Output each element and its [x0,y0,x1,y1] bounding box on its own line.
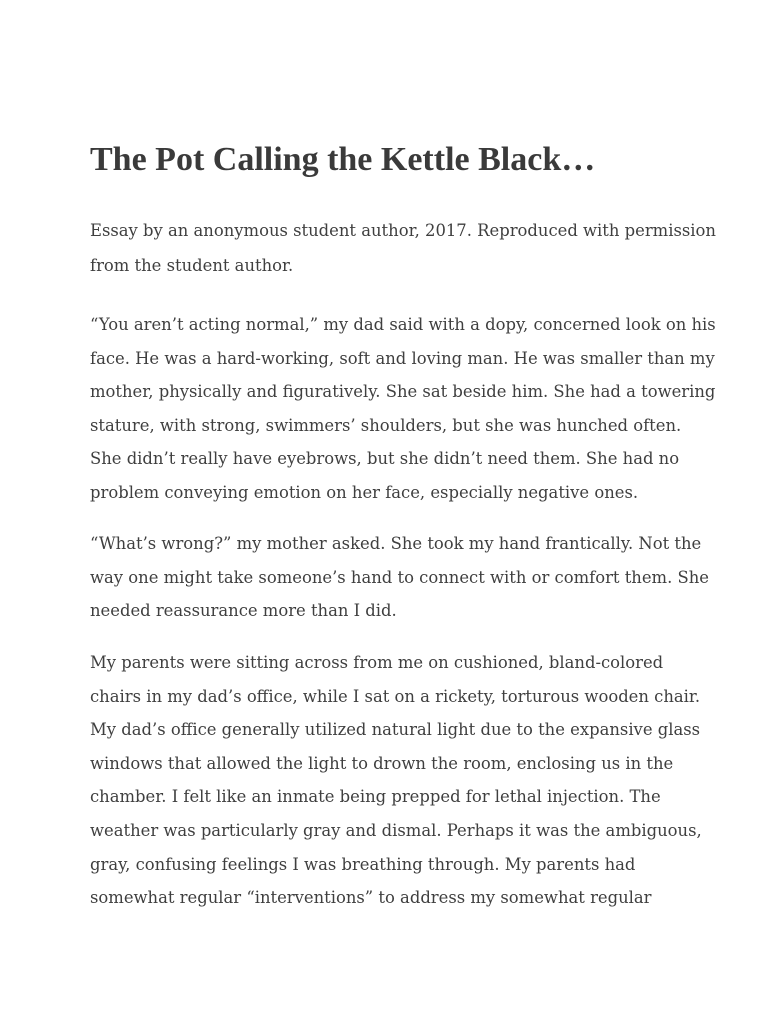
body-paragraph [90,308,716,510]
paragraph-line: “You aren’t acting normal,” my dad said with a dopy, concerned look on his [90,315,716,334]
paragraph-line: chamber. I felt like an inmate being prepped for lethal injection. The [90,787,661,807]
paragraph-line: “What’s wrong?” my mother asked. She took my hand frantically. Not the [90,534,702,553]
paragraph-line: stature, with strong, swimmers’ shoulders, but she was hunched often. [90,415,682,435]
essay-title: The Pot Calling the Kettle Black… [90,141,596,178]
body-paragraph [90,527,709,628]
paragraph-line: problem conveying emotion on her face, especially negative ones. [90,482,639,502]
attribution-line: Essay by an anonymous student author, 2017. Reproduced with permission [90,221,716,240]
paragraph-line: She didn’t really have eyebrows, but she didn’t need them. She had no [90,449,680,469]
paragraph-line: mother, physically and figuratively. She sat beside him. She had a towering [90,382,716,402]
paragraph-line: My dad’s office generally utilized natural light due to the expansive glass [90,720,701,740]
body-paragraph [90,646,702,915]
paragraph-line: gray, confusing feelings I was breathing through. My parents had [90,854,636,874]
attribution-paragraph [90,213,716,283]
paragraph-line: weather was particularly gray and dismal. Perhaps it was the ambiguous, [90,820,702,840]
paragraph-line: way one might take someone’s hand to connect with or comfort them. She [90,567,709,587]
paragraph-line: somewhat regular “interventions” to address my somewhat regular [90,888,652,908]
attribution-line: from the student author. [90,256,294,275]
paragraph-line: chairs in my dad’s office, while I sat on a rickety, torturous wooden chair. [90,686,701,706]
paragraph-line: windows that allowed the light to drown the room, enclosing us in the [90,753,674,773]
paragraph-line: face. He was a hard-working, soft and loving man. He was smaller than my [90,348,715,368]
paragraph-line: needed reassurance more than I did. [90,601,397,621]
paragraph-line: My parents were sitting across from me on cushioned, bland-colored [90,653,664,672]
